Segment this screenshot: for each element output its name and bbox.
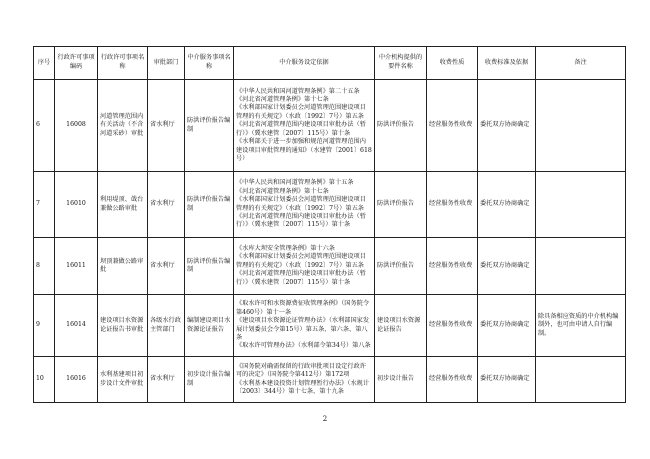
row-doc: 建设项目水资源论证报告: [375, 295, 427, 357]
row-basis: [234, 80, 375, 172]
row-dept: 省水利厅: [148, 357, 185, 403]
row-dept: 省水利厅: [148, 172, 185, 238]
row-name: 水利基建项目初步设计文件审批: [98, 357, 148, 403]
row-code: 16010: [55, 172, 98, 238]
basis-line: 《水利部国家计划委员会河道管理范围建设项目管理的有关规定》（水政〔1992〕7号）第五条: [236, 253, 366, 269]
basis-line: 《中华人民共和国河道管理条例》第十五条: [236, 179, 354, 187]
row-name: 河道管理范围内有关活动（不含河道采砂）审批: [98, 80, 148, 172]
header-cell-name: 行政许可事项名称: [98, 47, 148, 80]
row-doc: 初步设计报告: [375, 357, 427, 403]
basis-line: 《水利部国家计划委员会河道管理范围建设项目管理的有关规定》（水政〔1992〕7号）第五条: [236, 196, 366, 212]
row-code: 16011: [55, 238, 98, 295]
basis-line: 《河北省河道管理范围内建设项目审批办法（暂行）》（冀水建管〔2007〕115号）第十条: [236, 121, 366, 137]
header-cell-fee-std: 收费标准及依据: [478, 47, 536, 80]
row-remark: [536, 238, 626, 295]
row-basis: [234, 238, 375, 295]
header-cell-no: 序号: [34, 47, 55, 80]
basis-line: 《水库大坝安全管理条例》第十六条: [236, 244, 335, 252]
intermediary-services-table: [33, 46, 626, 403]
basis-line: 《水利部国家计划委员会河道管理范围建设项目管理的有关规定》（水政〔1992〕7号）第五条: [236, 104, 366, 120]
header-cell-remark: 备注: [536, 47, 626, 80]
basis-line: 《取水许可和水资源费征收管理条例》（国务院令第460号）第十一条: [236, 300, 370, 316]
row-service: 防洪评价报告编制: [185, 238, 234, 295]
table-row: [34, 295, 626, 357]
row-fee-std: 委托双方协商确定: [478, 172, 536, 238]
header-cell-service: 中介服务事项名称: [185, 47, 234, 80]
row-fee-type: 经营服务性收费: [427, 80, 478, 172]
row-no: 6: [34, 80, 55, 172]
row-dept: 省水利厅: [148, 80, 185, 172]
table-row: [34, 357, 626, 403]
header-cell-basis: 中介服务设定依据: [234, 47, 375, 80]
table-row: [34, 80, 626, 172]
row-remark: [536, 357, 626, 403]
header-cell-dept: 审批部门: [148, 47, 185, 80]
row-no: 7: [34, 172, 55, 238]
basis-line: 《中华人民共和国河道管理条例》第二十五条: [236, 87, 360, 95]
row-remark: [536, 80, 626, 172]
row-code: 16008: [55, 80, 98, 172]
row-no: 8: [34, 238, 55, 295]
row-fee-std: 委托双方协商确定: [478, 238, 536, 295]
row-code: 16016: [55, 357, 98, 403]
row-dept: 各级水行政主管部门: [148, 295, 185, 357]
header-cell-fee-type: 收费性质: [427, 47, 478, 80]
row-doc: 防洪评价报告: [375, 172, 427, 238]
basis-line: 《河北省河道管理范围内建设项目审批办法（暂行）》（冀水建管〔2007〕115号）第十条: [236, 270, 366, 286]
row-doc: 防洪评价报告: [375, 238, 427, 295]
row-basis: [234, 172, 375, 238]
row-no: 10: [34, 357, 55, 403]
row-service: 编制建设项目水资源论证报告: [185, 295, 234, 357]
row-basis: [234, 357, 375, 403]
row-name: 坝顶兼做公路审批: [98, 238, 148, 295]
basis-line: 《取水许可管理办法》（水利部令第34号）第八条: [236, 342, 371, 350]
row-doc: 防洪评价报告: [375, 80, 427, 172]
row-fee-type: 经营服务性收费: [427, 238, 478, 295]
row-fee-std: 委托双方协商确定: [478, 357, 536, 403]
row-fee-type: 经营服务性收费: [427, 172, 478, 238]
basis-line: 《河北省河道管理条例》第十七条: [236, 187, 329, 195]
row-fee-std: 委托双方协商确定: [478, 295, 536, 357]
basis-line: 《河北省河道管理范围内建设项目审批办法（暂行）》（冀水建管〔2007〕115号）第十条: [236, 212, 366, 229]
row-remark: 除具备相应资质的中介机构编制外，也可由申请人自行编制。: [536, 295, 626, 357]
row-service: 防洪评价报告编制: [185, 80, 234, 172]
row-fee-type: 经营服务性收费: [427, 295, 478, 357]
table-row: [34, 238, 626, 295]
row-remark: [536, 172, 626, 238]
row-code: 16014: [55, 295, 98, 357]
row-dept: 省水利厅: [148, 238, 185, 295]
row-name: 利用堤顶、戗台兼做公路审批: [98, 172, 148, 238]
basis-line: 《水利部关于进一步加强和规范河道管理范围内建设项目审批管理的通知》（水建管〔2001〕618号）: [236, 138, 372, 162]
row-basis: [234, 295, 375, 357]
page-number: 2: [322, 415, 328, 423]
header-cell-doc: 中介机构提供的要件名称: [375, 47, 427, 80]
table-header-row: [34, 47, 626, 80]
row-no: 9: [34, 295, 55, 357]
row-fee-type: 经营服务性收费: [427, 357, 478, 403]
basis-line: 《河北省河道管理条例》第十七条: [236, 96, 329, 104]
table-row: [34, 172, 626, 238]
basis-line: 《水利基本建设投资计划管理暂行办法》（水规计〔2003〕344号）第十七条、第十九条: [236, 379, 370, 395]
basis-line: 《国务院对确需保留的行政审批项目设定行政许可的决定》（国务院令第412号）第172项: [236, 362, 366, 379]
basis-line: 《建设项目水资源论证管理办法》（水利部国家发展计划委员会令第15号）第五条、第六条、第八条: [236, 317, 370, 341]
row-service: 防洪评价报告编制: [185, 172, 234, 238]
header-cell-code: 行政许可事项编码: [55, 47, 98, 80]
row-name: 建设项目水资源论证报告书审批: [98, 295, 148, 357]
row-service: 初步设计报告编制: [185, 357, 234, 403]
row-fee-std: 委托双方协商确定: [478, 80, 536, 172]
